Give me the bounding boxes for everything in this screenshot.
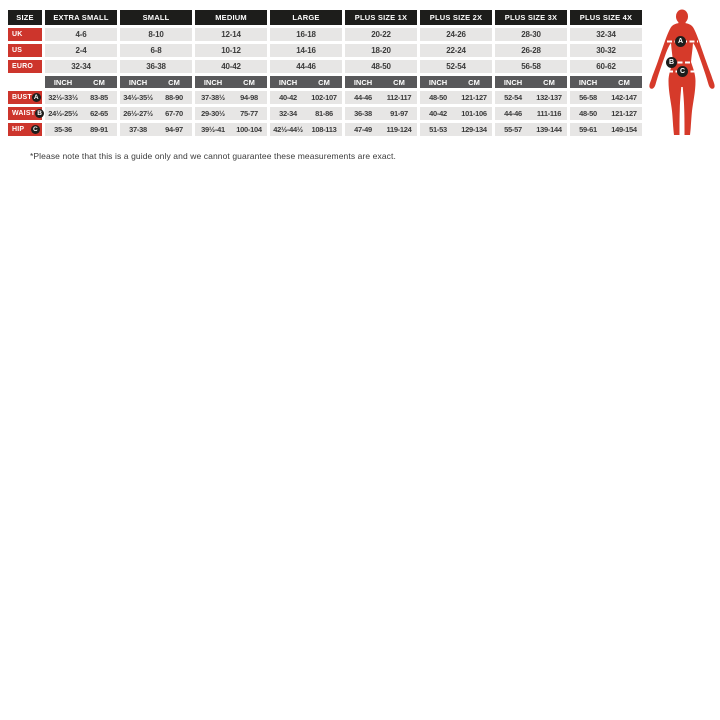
measurement-cell	[195, 91, 267, 104]
measurement-cell	[45, 91, 117, 104]
unit-row-spacer	[8, 76, 42, 88]
inch-value: 35-36	[54, 125, 72, 134]
row-label-uk: UK	[8, 28, 42, 41]
cm-value: 121-127	[461, 93, 487, 102]
unit-header-cell	[120, 76, 192, 88]
size-value-cell: 44-46	[270, 60, 342, 73]
measurement-cell	[570, 91, 642, 104]
unit-label-cm: CM	[243, 77, 255, 87]
size-value-cell: 30-32	[570, 44, 642, 57]
inch-value: 37-38½	[201, 93, 225, 102]
size-value-cell: 26-28	[495, 44, 567, 57]
size-value-cell: 14-16	[270, 44, 342, 57]
unit-label-cm: CM	[618, 77, 630, 87]
size-row-euro	[8, 60, 642, 73]
column-header-7: PLUS SIZE 4X	[570, 10, 642, 25]
unit-label-inch: INCH	[203, 77, 223, 87]
measurement-cell	[195, 123, 267, 136]
cm-value: 88-90	[165, 93, 183, 102]
measurement-cell	[195, 107, 267, 120]
column-header-0: EXTRA SMALL	[45, 10, 117, 25]
unit-label-inch: INCH	[353, 77, 373, 87]
inch-value: 34½-35½	[123, 93, 153, 102]
inch-value: 59-61	[579, 125, 597, 134]
cm-value: 149-154	[611, 125, 637, 134]
size-value-cell: 22-24	[420, 44, 492, 57]
measurement-cell	[120, 91, 192, 104]
inch-value: 40-42	[279, 93, 297, 102]
unit-header-cell	[345, 76, 417, 88]
unit-label-inch: INCH	[428, 77, 448, 87]
measurement-cell	[495, 91, 567, 104]
size-row-uk	[8, 28, 642, 41]
cm-value: 112-117	[386, 93, 412, 102]
inch-value: 32½-33½	[48, 93, 78, 102]
size-value-cell: 28-30	[495, 28, 567, 41]
inch-value: 42½-44½	[273, 125, 303, 134]
unit-header-cell	[570, 76, 642, 88]
marker-letter-b: B	[35, 109, 44, 118]
unit-label-cm: CM	[468, 77, 480, 87]
size-value-cell: 48-50	[345, 60, 417, 73]
unit-label-cm: CM	[93, 77, 105, 87]
unit-label-cm: CM	[318, 77, 330, 87]
column-header-5: PLUS SIZE 2X	[420, 10, 492, 25]
size-value-cell: 52-54	[420, 60, 492, 73]
header-row	[8, 10, 642, 25]
size-value-cell: 12-14	[195, 28, 267, 41]
figure-marker-b: B	[666, 57, 677, 68]
size-row-us	[8, 44, 642, 57]
inch-value: 47-49	[354, 125, 372, 134]
unit-header-cell	[420, 76, 492, 88]
measurement-cell	[270, 123, 342, 136]
unit-header-cell	[195, 76, 267, 88]
row-label-hip	[8, 123, 42, 136]
measurement-cell	[120, 123, 192, 136]
cm-value: 94-97	[165, 125, 183, 134]
cm-value: 91-97	[390, 109, 408, 118]
unit-label-cm: CM	[393, 77, 405, 87]
measurement-cell	[495, 107, 567, 120]
unit-label-inch: INCH	[128, 77, 148, 87]
inch-value: 39½-41	[201, 125, 225, 134]
inch-value: 37-38	[129, 125, 147, 134]
inch-value: 44-46	[504, 109, 522, 118]
measurement-row-hip	[8, 123, 642, 136]
figure-marker-a: A	[675, 36, 686, 47]
column-header-4: PLUS SIZE 1X	[345, 10, 417, 25]
measurement-label-text: BUST	[12, 94, 32, 101]
inch-value: 40-42	[429, 109, 447, 118]
cm-value: 129-134	[461, 125, 487, 134]
size-value-cell: 2-4	[45, 44, 117, 57]
marker-letter-c: C	[31, 125, 40, 134]
unit-header-row	[8, 76, 642, 88]
column-header-2: MEDIUM	[195, 10, 267, 25]
inch-value: 36-38	[354, 109, 372, 118]
body-measurement-figure	[645, 9, 719, 141]
cm-value: 89-91	[90, 125, 108, 134]
unit-label-cm: CM	[168, 77, 180, 87]
measurement-cell	[420, 123, 492, 136]
inch-value: 55-57	[504, 125, 522, 134]
cm-value: 119-124	[386, 125, 412, 134]
unit-label-cm: CM	[543, 77, 555, 87]
measurement-cell	[495, 123, 567, 136]
size-value-cell: 60-62	[570, 60, 642, 73]
cm-value: 108-113	[311, 125, 337, 134]
measurement-label-text: WAIST	[12, 110, 36, 117]
size-value-cell: 56-58	[495, 60, 567, 73]
cm-value: 102-107	[311, 93, 337, 102]
size-value-cell: 4-6	[45, 28, 117, 41]
cm-value: 81-86	[315, 109, 333, 118]
cm-value: 83-85	[90, 93, 108, 102]
cm-value: 111-116	[536, 109, 562, 118]
size-value-cell: 8-10	[120, 28, 192, 41]
inch-value: 48-50	[429, 93, 447, 102]
cm-value: 121-127	[611, 109, 637, 118]
cm-value: 100-104	[236, 125, 262, 134]
size-value-cell: 24-26	[420, 28, 492, 41]
corner-header: SIZE	[8, 10, 42, 25]
measurement-row-waist	[8, 107, 642, 120]
inch-value: 52-54	[504, 93, 522, 102]
cm-value: 94-98	[240, 93, 258, 102]
size-value-cell: 32-34	[570, 28, 642, 41]
size-value-cell: 18-20	[345, 44, 417, 57]
cm-value: 101-106	[461, 109, 487, 118]
size-value-cell: 36-38	[120, 60, 192, 73]
marker-letter-a: A	[32, 93, 41, 102]
unit-header-cell	[270, 76, 342, 88]
figure-marker-c: C	[677, 66, 688, 77]
unit-label-inch: INCH	[53, 77, 73, 87]
measurement-cell	[345, 107, 417, 120]
inch-value: 26½-27½	[123, 109, 153, 118]
footnote: *Please note that this is a guide only and we cannot guarantee these measurements are exact.	[30, 151, 396, 161]
size-value-cell: 20-22	[345, 28, 417, 41]
measurement-cell	[120, 107, 192, 120]
measurement-cell	[420, 107, 492, 120]
size-value-cell: 10-12	[195, 44, 267, 57]
column-header-3: LARGE	[270, 10, 342, 25]
measurement-cell	[345, 123, 417, 136]
cm-value: 132-137	[536, 93, 562, 102]
measurement-cell	[270, 91, 342, 104]
inch-value: 44-46	[354, 93, 372, 102]
measurement-cell	[570, 107, 642, 120]
size-value-cell: 32-34	[45, 60, 117, 73]
measurement-cell	[570, 123, 642, 136]
measurement-cell	[45, 123, 117, 136]
measurement-cell	[270, 107, 342, 120]
unit-label-inch: INCH	[503, 77, 523, 87]
row-label-us: US	[8, 44, 42, 57]
unit-header-cell	[45, 76, 117, 88]
row-label-bust	[8, 91, 42, 104]
measurement-cell	[420, 91, 492, 104]
inch-value: 51-53	[429, 125, 447, 134]
size-value-cell: 40-42	[195, 60, 267, 73]
measurement-cell	[45, 107, 117, 120]
cm-value: 139-144	[536, 125, 562, 134]
inch-value: 32-34	[279, 109, 297, 118]
row-label-euro: EURO	[8, 60, 42, 73]
cm-value: 75-77	[240, 109, 258, 118]
row-label-waist	[8, 107, 42, 120]
size-chart-table	[8, 10, 642, 136]
inch-value: 29-30½	[201, 109, 225, 118]
inch-value: 24½-25½	[48, 109, 78, 118]
cm-value: 67-70	[165, 109, 183, 118]
measurement-cell	[345, 91, 417, 104]
unit-header-cell	[495, 76, 567, 88]
size-value-cell: 16-18	[270, 28, 342, 41]
unit-label-inch: INCH	[278, 77, 298, 87]
unit-label-inch: INCH	[578, 77, 598, 87]
inch-value: 48-50	[579, 109, 597, 118]
cm-value: 142-147	[611, 93, 637, 102]
column-header-1: SMALL	[120, 10, 192, 25]
measurement-row-bust	[8, 91, 642, 104]
size-value-cell: 6-8	[120, 44, 192, 57]
inch-value: 56-58	[579, 93, 597, 102]
column-header-6: PLUS SIZE 3X	[495, 10, 567, 25]
measurement-label-text: HIP	[12, 126, 25, 133]
cm-value: 62-65	[90, 109, 108, 118]
